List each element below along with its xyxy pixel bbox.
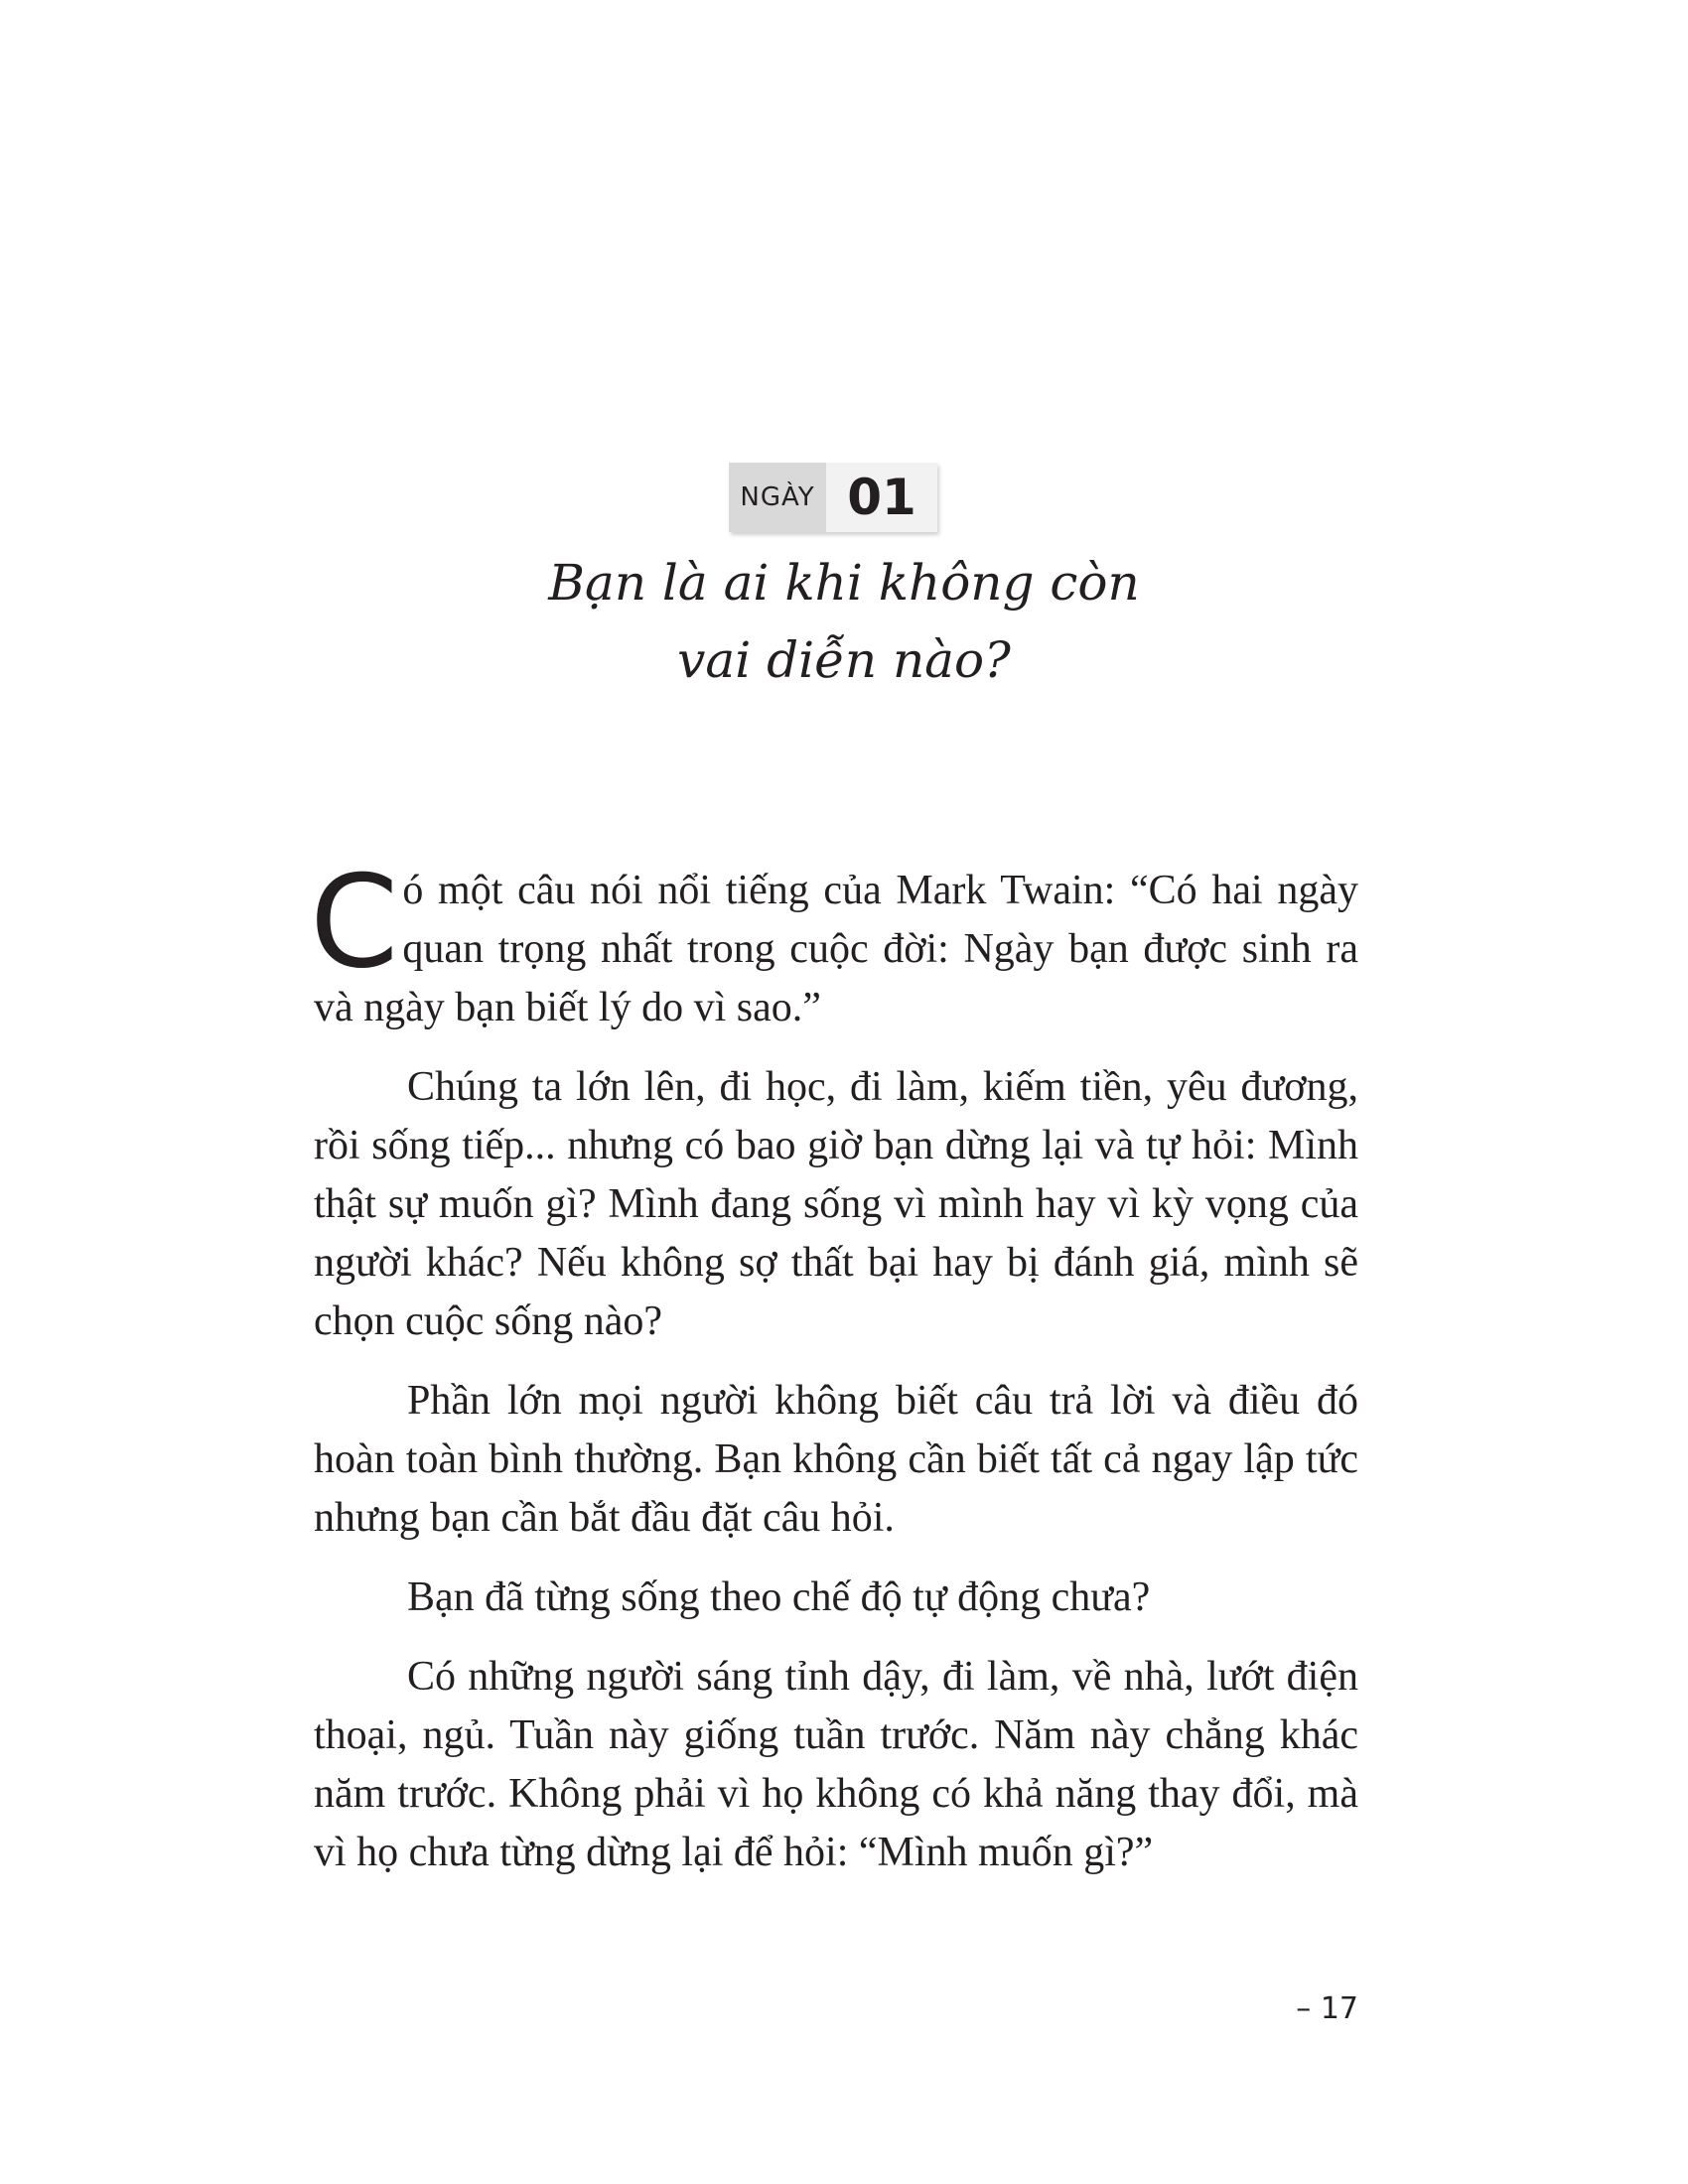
page-number: – 17	[1296, 1991, 1358, 2026]
day-number: 01	[826, 463, 937, 532]
paragraph-4: Bạn đã từng sống theo chế độ tự động chưa?	[407, 1574, 1151, 1620]
paragraph-2: Chúng ta lớn lên, đi học, đi làm, kiếm tiền, yêu đương, rồi sống tiếp... nhưng có bao giờ bạn dừng lại và tự hỏi: Mình thật sự muốn gì? Mình đang sống vì mình hay vì kỳ vọng của người khác? Nếu không sợ thất bại hay bị đánh giá, mình sẽ chọn cuộc sống nào?	[314, 1064, 1358, 1344]
day-label: NGÀY	[729, 463, 826, 532]
chapter-title-line-2: vai diễn nào?	[677, 631, 1011, 689]
chapter-title-line-1: Bạn là ai khi không còn	[548, 554, 1140, 612]
drop-cap: C	[310, 849, 399, 997]
paragraph-1	[310, 849, 1358, 1037]
paragraph-1-text: ó một câu nói nổi tiếng của Mark Twain: “Có hai ngày quan trọng nhất trong cuộc đời: Ngày bạn được sinh ra và ngày bạn biết lý do vì sao.”	[314, 868, 1358, 1030]
body-text	[310, 849, 1358, 1903]
chapter-title	[298, 544, 1390, 699]
paragraph-5: Có những người sáng tỉnh dậy, đi làm, về nhà, lướt điện thoại, ngủ. Tuần này giống tuần trước. Năm này chẳng khác năm trước. Không phải vì họ không có khả năng thay đổi, mà vì họ chưa từng dừng lại để hỏi: “Mình muốn gì?”	[314, 1654, 1358, 1875]
day-badge	[729, 463, 937, 532]
paragraph-3: Phần lớn mọi người không biết câu trả lời và điều đó hoàn toàn bình thường. Bạn không cần biết tất cả ngay lập tức nhưng bạn cần bắt đầu đặt câu hỏi.	[314, 1378, 1358, 1541]
